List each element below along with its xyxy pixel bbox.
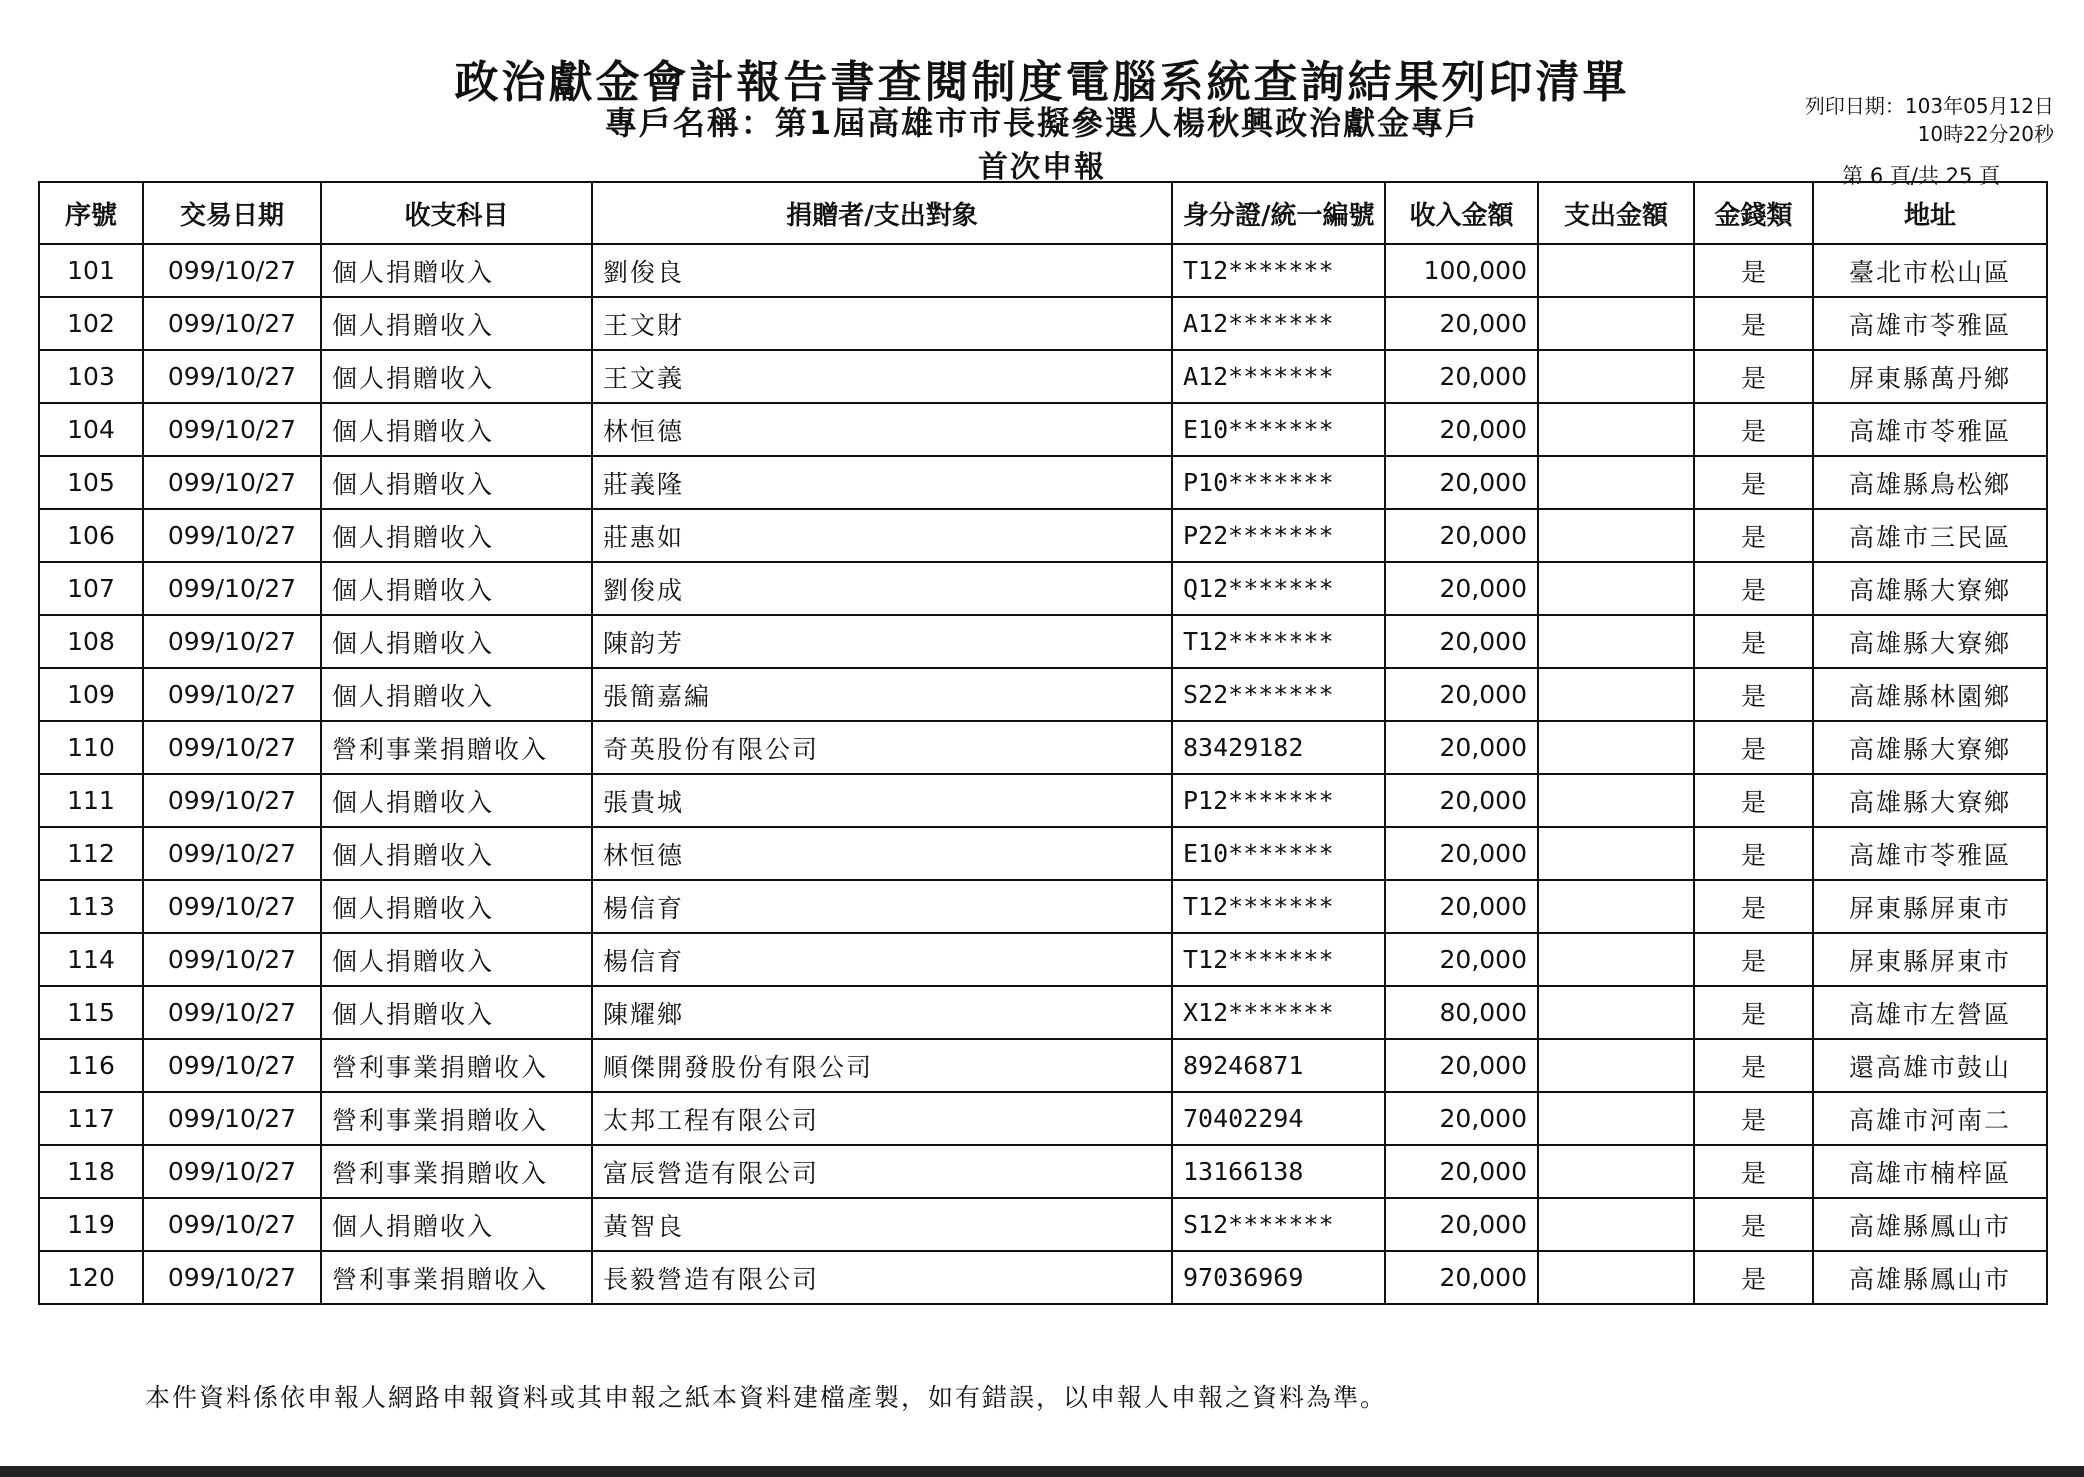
cell-id: 97036969 (1172, 1251, 1385, 1304)
cell-date: 099/10/27 (143, 403, 321, 456)
cell-expense (1538, 1145, 1694, 1198)
cell-id: E10******* (1172, 403, 1385, 456)
cell-expense (1538, 774, 1694, 827)
column-header-id: 身分證/統一編號 (1172, 182, 1385, 244)
cell-money-type: 是 (1694, 1251, 1813, 1304)
cell-income: 20,000 (1385, 615, 1538, 668)
cell-address: 高雄縣林園鄉 (1813, 668, 2047, 721)
cell-income: 20,000 (1385, 350, 1538, 403)
cell-date: 099/10/27 (143, 509, 321, 562)
cell-category: 營利事業捐贈收入 (321, 721, 592, 774)
table-row (39, 721, 2047, 774)
table-row (39, 1145, 2047, 1198)
cell-address: 高雄縣鳳山市 (1813, 1198, 2047, 1251)
cell-date: 099/10/27 (143, 1198, 321, 1251)
cell-money-type: 是 (1694, 350, 1813, 403)
print-timestamp (1805, 92, 2054, 148)
cell-income: 100,000 (1385, 244, 1538, 297)
cell-date: 099/10/27 (143, 456, 321, 509)
cell-id: A12******* (1172, 297, 1385, 350)
donation-ledger-table (38, 181, 2048, 1305)
cell-seq: 108 (39, 615, 143, 668)
cell-address: 高雄縣大寮鄉 (1813, 562, 2047, 615)
cell-money-type: 是 (1694, 1145, 1813, 1198)
cell-money-type: 是 (1694, 615, 1813, 668)
cell-date: 099/10/27 (143, 827, 321, 880)
cell-income: 20,000 (1385, 562, 1538, 615)
column-header-category: 收支科目 (321, 182, 592, 244)
cell-income: 20,000 (1385, 1092, 1538, 1145)
cell-donor: 林恒德 (592, 827, 1172, 880)
cell-date: 099/10/27 (143, 1251, 321, 1304)
cell-address: 高雄市楠梓區 (1813, 1145, 2047, 1198)
cell-date: 099/10/27 (143, 721, 321, 774)
cell-category: 個人捐贈收入 (321, 509, 592, 562)
cell-address: 臺北市松山區 (1813, 244, 2047, 297)
column-header-income: 收入金額 (1385, 182, 1538, 244)
cell-id: S22******* (1172, 668, 1385, 721)
column-header-address: 地址 (1813, 182, 2047, 244)
cell-money-type: 是 (1694, 933, 1813, 986)
cell-expense (1538, 1251, 1694, 1304)
cell-expense (1538, 827, 1694, 880)
cell-donor: 奇英股份有限公司 (592, 721, 1172, 774)
cell-expense (1538, 880, 1694, 933)
cell-category: 營利事業捐贈收入 (321, 1039, 592, 1092)
column-header-money-type: 金錢類 (1694, 182, 1813, 244)
table-row (39, 244, 2047, 297)
cell-donor: 太邦工程有限公司 (592, 1092, 1172, 1145)
cell-money-type: 是 (1694, 827, 1813, 880)
cell-date: 099/10/27 (143, 1092, 321, 1145)
cell-date: 099/10/27 (143, 1039, 321, 1092)
cell-donor: 莊惠如 (592, 509, 1172, 562)
cell-expense (1538, 668, 1694, 721)
cell-id: X12******* (1172, 986, 1385, 1039)
cell-seq: 117 (39, 1092, 143, 1145)
cell-id: E10******* (1172, 827, 1385, 880)
cell-income: 20,000 (1385, 668, 1538, 721)
table-row (39, 880, 2047, 933)
cell-donor: 張簡嘉編 (592, 668, 1172, 721)
column-header-donor: 捐贈者/支出對象 (592, 182, 1172, 244)
cell-donor: 莊義隆 (592, 456, 1172, 509)
cell-date: 099/10/27 (143, 297, 321, 350)
cell-id: A12******* (1172, 350, 1385, 403)
report-type: 首次申報 (978, 150, 1106, 185)
cell-seq: 101 (39, 244, 143, 297)
cell-category: 個人捐贈收入 (321, 986, 592, 1039)
cell-expense (1538, 456, 1694, 509)
table-row (39, 456, 2047, 509)
cell-donor: 林恒德 (592, 403, 1172, 456)
cell-id: 13166138 (1172, 1145, 1385, 1198)
cell-date: 099/10/27 (143, 880, 321, 933)
page-title: 政治獻金會計報告書查閱制度電腦系統查詢結果列印清單 (454, 57, 1630, 108)
table-row (39, 403, 2047, 456)
cell-expense (1538, 562, 1694, 615)
cell-category: 個人捐贈收入 (321, 1198, 592, 1251)
cell-address: 高雄市苓雅區 (1813, 827, 2047, 880)
cell-id: T12******* (1172, 880, 1385, 933)
cell-expense (1538, 933, 1694, 986)
cell-donor: 富辰營造有限公司 (592, 1145, 1172, 1198)
cell-income: 20,000 (1385, 1198, 1538, 1251)
cell-expense (1538, 509, 1694, 562)
table-header-row (39, 182, 2047, 244)
table-row (39, 562, 2047, 615)
cell-id: S12******* (1172, 1198, 1385, 1251)
cell-income: 20,000 (1385, 509, 1538, 562)
cell-seq: 115 (39, 986, 143, 1039)
cell-seq: 104 (39, 403, 143, 456)
table-row (39, 350, 2047, 403)
cell-seq: 119 (39, 1198, 143, 1251)
cell-seq: 112 (39, 827, 143, 880)
cell-category: 個人捐贈收入 (321, 244, 592, 297)
cell-category: 個人捐贈收入 (321, 880, 592, 933)
cell-seq: 116 (39, 1039, 143, 1092)
cell-money-type: 是 (1694, 986, 1813, 1039)
cell-id: P22******* (1172, 509, 1385, 562)
cell-money-type: 是 (1694, 774, 1813, 827)
cell-money-type: 是 (1694, 880, 1813, 933)
cell-donor: 楊信育 (592, 880, 1172, 933)
cell-seq: 107 (39, 562, 143, 615)
cell-address: 還高雄市鼓山 (1813, 1039, 2047, 1092)
table-row (39, 509, 2047, 562)
cell-donor: 張貴城 (592, 774, 1172, 827)
cell-category: 個人捐贈收入 (321, 827, 592, 880)
cell-donor: 陳韵芳 (592, 615, 1172, 668)
cell-expense (1538, 297, 1694, 350)
cell-category: 個人捐贈收入 (321, 933, 592, 986)
cell-id: Q12******* (1172, 562, 1385, 615)
page-indicator: 第 6 頁/共 25 頁 (1842, 164, 2000, 188)
cell-category: 營利事業捐贈收入 (321, 1092, 592, 1145)
cell-address: 高雄市苓雅區 (1813, 297, 2047, 350)
cell-id: 70402294 (1172, 1092, 1385, 1145)
table-row (39, 1198, 2047, 1251)
cell-category: 個人捐贈收入 (321, 615, 592, 668)
cell-money-type: 是 (1694, 1039, 1813, 1092)
cell-category: 營利事業捐贈收入 (321, 1145, 592, 1198)
cell-category: 個人捐贈收入 (321, 297, 592, 350)
cell-id: T12******* (1172, 244, 1385, 297)
cell-address: 高雄縣大寮鄉 (1813, 615, 2047, 668)
cell-seq: 114 (39, 933, 143, 986)
account-name: 專戶名稱：第1屆高雄市市長擬參選人楊秋興政治獻金專戶 (604, 104, 1480, 142)
cell-expense (1538, 244, 1694, 297)
cell-money-type: 是 (1694, 668, 1813, 721)
cell-income: 80,000 (1385, 986, 1538, 1039)
print-date: 列印日期：103年05月12日 (1804, 94, 2054, 118)
cell-id: 83429182 (1172, 721, 1385, 774)
cell-money-type: 是 (1694, 1198, 1813, 1251)
cell-expense (1538, 403, 1694, 456)
cell-date: 099/10/27 (143, 668, 321, 721)
cell-address: 高雄縣鳳山市 (1813, 1251, 2047, 1304)
disclaimer-note: 本件資料係依申報人網路申報資料或其申報之紙本資料建檔產製，如有錯誤，以申報人申報之資料為準。 (145, 1383, 1388, 1412)
cell-seq: 120 (39, 1251, 143, 1304)
cell-category: 個人捐贈收入 (321, 774, 592, 827)
cell-seq: 118 (39, 1145, 143, 1198)
cell-income: 20,000 (1385, 1251, 1538, 1304)
cell-id: T12******* (1172, 615, 1385, 668)
cell-expense (1538, 615, 1694, 668)
table-row (39, 774, 2047, 827)
cell-address: 高雄縣大寮鄉 (1813, 721, 2047, 774)
cell-date: 099/10/27 (143, 562, 321, 615)
cell-donor: 王文義 (592, 350, 1172, 403)
cell-address: 高雄市左營區 (1813, 986, 2047, 1039)
cell-expense (1538, 1198, 1694, 1251)
cell-expense (1538, 350, 1694, 403)
table-row (39, 615, 2047, 668)
cell-donor: 楊信育 (592, 933, 1172, 986)
cell-money-type: 是 (1694, 509, 1813, 562)
cell-expense (1538, 1092, 1694, 1145)
cell-category: 個人捐贈收入 (321, 562, 592, 615)
cell-expense (1538, 1039, 1694, 1092)
table-row (39, 1039, 2047, 1092)
cell-address: 高雄市三民區 (1813, 509, 2047, 562)
cell-category: 營利事業捐贈收入 (321, 1251, 592, 1304)
print-time: 10時22分20秒 (1917, 122, 2054, 146)
cell-donor: 劉俊成 (592, 562, 1172, 615)
cell-id: P12******* (1172, 774, 1385, 827)
cell-money-type: 是 (1694, 244, 1813, 297)
cell-donor: 王文財 (592, 297, 1172, 350)
cell-donor: 黃智良 (592, 1198, 1172, 1251)
cell-id: P10******* (1172, 456, 1385, 509)
cell-date: 099/10/27 (143, 1145, 321, 1198)
cell-donor: 長毅營造有限公司 (592, 1251, 1172, 1304)
cell-money-type: 是 (1694, 297, 1813, 350)
scan-edge (0, 1466, 2084, 1477)
column-header-seq: 序號 (39, 182, 143, 244)
table-row (39, 1251, 2047, 1304)
cell-income: 20,000 (1385, 297, 1538, 350)
cell-income: 20,000 (1385, 456, 1538, 509)
cell-seq: 105 (39, 456, 143, 509)
cell-address: 屏東縣屏東市 (1813, 880, 2047, 933)
cell-income: 20,000 (1385, 933, 1538, 986)
cell-expense (1538, 721, 1694, 774)
cell-address: 高雄縣鳥松鄉 (1813, 456, 2047, 509)
cell-date: 099/10/27 (143, 774, 321, 827)
cell-address: 屏東縣屏東市 (1813, 933, 2047, 986)
table-row (39, 1092, 2047, 1145)
cell-expense (1538, 986, 1694, 1039)
cell-address: 高雄市河南二 (1813, 1092, 2047, 1145)
cell-seq: 111 (39, 774, 143, 827)
cell-income: 20,000 (1385, 827, 1538, 880)
cell-category: 個人捐贈收入 (321, 403, 592, 456)
cell-money-type: 是 (1694, 562, 1813, 615)
cell-money-type: 是 (1694, 721, 1813, 774)
cell-seq: 102 (39, 297, 143, 350)
table-row (39, 986, 2047, 1039)
table-row (39, 668, 2047, 721)
cell-category: 個人捐贈收入 (321, 350, 592, 403)
cell-category: 個人捐贈收入 (321, 456, 592, 509)
cell-seq: 103 (39, 350, 143, 403)
cell-donor: 劉俊良 (592, 244, 1172, 297)
cell-money-type: 是 (1694, 403, 1813, 456)
cell-money-type: 是 (1694, 1092, 1813, 1145)
cell-address: 高雄市苓雅區 (1813, 403, 2047, 456)
column-header-expense: 支出金額 (1538, 182, 1694, 244)
cell-category: 個人捐贈收入 (321, 668, 592, 721)
cell-donor: 順傑開發股份有限公司 (592, 1039, 1172, 1092)
cell-donor: 陳耀鄉 (592, 986, 1172, 1039)
cell-income: 20,000 (1385, 774, 1538, 827)
cell-income: 20,000 (1385, 880, 1538, 933)
column-header-date: 交易日期 (143, 182, 321, 244)
cell-address: 高雄縣大寮鄉 (1813, 774, 2047, 827)
cell-money-type: 是 (1694, 456, 1813, 509)
cell-date: 099/10/27 (143, 350, 321, 403)
cell-id: 89246871 (1172, 1039, 1385, 1092)
cell-seq: 110 (39, 721, 143, 774)
cell-date: 099/10/27 (143, 933, 321, 986)
cell-date: 099/10/27 (143, 615, 321, 668)
cell-id: T12******* (1172, 933, 1385, 986)
cell-income: 20,000 (1385, 721, 1538, 774)
table-row (39, 827, 2047, 880)
cell-date: 099/10/27 (143, 986, 321, 1039)
cell-income: 20,000 (1385, 1039, 1538, 1092)
cell-income: 20,000 (1385, 403, 1538, 456)
cell-date: 099/10/27 (143, 244, 321, 297)
cell-seq: 113 (39, 880, 143, 933)
cell-seq: 106 (39, 509, 143, 562)
cell-seq: 109 (39, 668, 143, 721)
table-row (39, 933, 2047, 986)
cell-address: 屏東縣萬丹鄉 (1813, 350, 2047, 403)
cell-income: 20,000 (1385, 1145, 1538, 1198)
table-row (39, 297, 2047, 350)
